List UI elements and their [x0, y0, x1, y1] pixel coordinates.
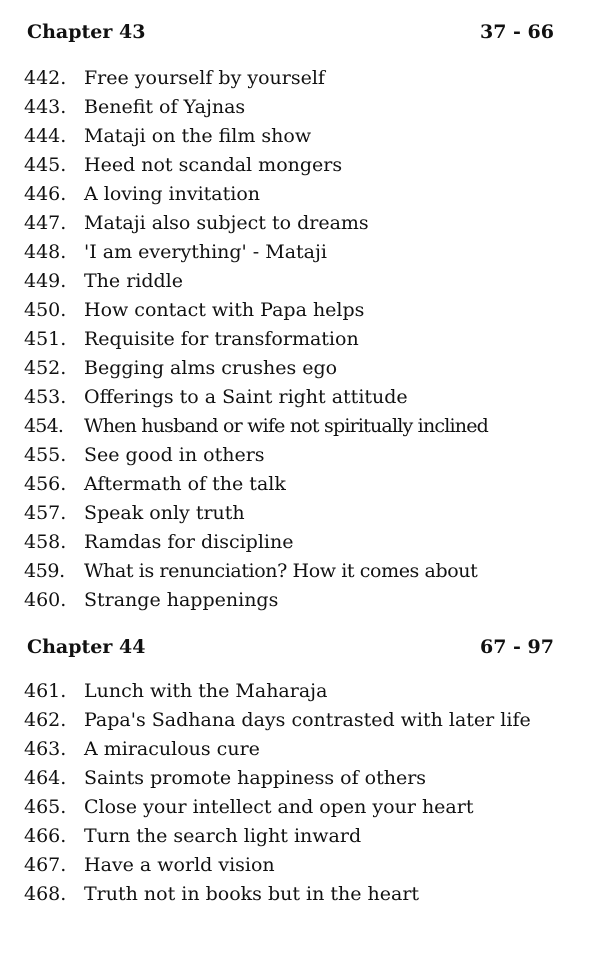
entry-number: 446.: [24, 183, 67, 205]
list-item: [24, 122, 586, 151]
entry-number: 455.: [24, 444, 67, 466]
list-item: [24, 586, 586, 615]
entry-number: 445.: [24, 154, 67, 176]
list-item: [24, 412, 586, 441]
entry-title: Benefit of Yajnas: [84, 96, 246, 118]
list-item: [24, 441, 586, 470]
entry-title: The riddle: [84, 270, 183, 292]
entry-title: Mataji on the film show: [84, 125, 312, 147]
chapter-header: [27, 17, 557, 47]
entry-title: Lunch with the Maharaja: [84, 680, 328, 702]
list-item: [24, 267, 586, 296]
entry-number: 461.: [24, 680, 67, 702]
entry-title: When husband or wife not spiritually inclined: [84, 415, 489, 437]
entry-number: 442.: [24, 67, 67, 89]
list-item: [24, 151, 586, 180]
entry-number: 468.: [24, 883, 67, 905]
entry-number: 450.: [24, 299, 67, 321]
entry-number: 465.: [24, 796, 67, 818]
list-item: [24, 354, 586, 383]
entry-title: How contact with Papa helps: [84, 299, 365, 321]
entry-number: 453.: [24, 386, 67, 408]
list-item: [24, 851, 586, 880]
entry-number: 459.: [24, 560, 65, 582]
entry-number: 458.: [24, 531, 67, 553]
entry-title: Requisite for transformation: [84, 328, 359, 350]
entry-number: 456.: [24, 473, 67, 495]
list-item: [24, 296, 586, 325]
chapter-entry-list: [24, 677, 586, 909]
list-item: [24, 706, 586, 735]
list-item: [24, 64, 586, 93]
entry-number: 444.: [24, 125, 67, 147]
list-item: [24, 822, 586, 851]
entry-title: Aftermath of the talk: [84, 473, 286, 495]
entry-number: 457.: [24, 502, 67, 524]
list-item: [24, 180, 586, 209]
entry-title: Speak only truth: [84, 502, 245, 524]
entry-title: Papa's Sadhana days contrasted with later life: [84, 709, 531, 731]
list-item: [24, 528, 586, 557]
list-item: [24, 793, 586, 822]
entry-title: What is renunciation? How it comes about: [84, 560, 478, 582]
entry-title: A miraculous cure: [84, 738, 260, 760]
entry-title: See good in others: [84, 444, 265, 466]
list-item: [24, 470, 586, 499]
entry-title: Free yourself by yourself: [84, 67, 325, 89]
entry-title: Heed not scandal mongers: [84, 154, 343, 176]
list-item: [24, 677, 586, 706]
list-item: [24, 209, 586, 238]
entry-title: Saints promote happiness of others: [84, 767, 427, 789]
entry-number: 466.: [24, 825, 67, 847]
list-item: [24, 557, 586, 586]
entry-title: A loving invitation: [84, 183, 261, 205]
chapter-header: [27, 632, 557, 662]
entry-title: Mataji also subject to dreams: [84, 212, 369, 234]
entry-number: 449.: [24, 270, 67, 292]
entry-number: 451.: [24, 328, 67, 350]
entry-title: Have a world vision: [84, 854, 275, 876]
list-item: [24, 383, 586, 412]
entry-title: Offerings to a Saint right attitude: [84, 386, 408, 408]
chapter-title: Chapter 43: [27, 21, 146, 43]
entry-title: Ramdas for discipline: [84, 531, 294, 553]
list-item: [24, 764, 586, 793]
entry-number: 443.: [24, 96, 67, 118]
entry-number: 460.: [24, 589, 67, 611]
list-item: [24, 238, 586, 267]
entry-number: 462.: [24, 709, 67, 731]
entry-title: Truth not in books but in the heart: [84, 883, 420, 905]
list-item: [24, 325, 586, 354]
list-item: [24, 880, 586, 909]
entry-title: Strange happenings: [84, 589, 279, 611]
chapter-page-range: 37 - 66: [480, 21, 554, 43]
entry-title: Turn the search light inward: [84, 825, 362, 847]
entry-number: 447.: [24, 212, 67, 234]
entry-number: 452.: [24, 357, 67, 379]
chapter-page-range: 67 - 97: [480, 636, 554, 658]
list-item: [24, 499, 586, 528]
list-item: [24, 93, 586, 122]
entry-number: 464.: [24, 767, 67, 789]
entry-title: 'I am everything' - Mataji: [84, 241, 327, 263]
chapter-entry-list: [24, 64, 586, 615]
list-item: [24, 735, 586, 764]
entry-title: Close your intellect and open your heart: [84, 796, 474, 818]
chapter-title: Chapter 44: [27, 636, 146, 658]
entry-number: 448.: [24, 241, 67, 263]
entry-title: Begging alms crushes ego: [84, 357, 338, 379]
entry-number: 467.: [24, 854, 67, 876]
entry-number: 463.: [24, 738, 67, 760]
entry-number: 454.: [24, 415, 64, 437]
